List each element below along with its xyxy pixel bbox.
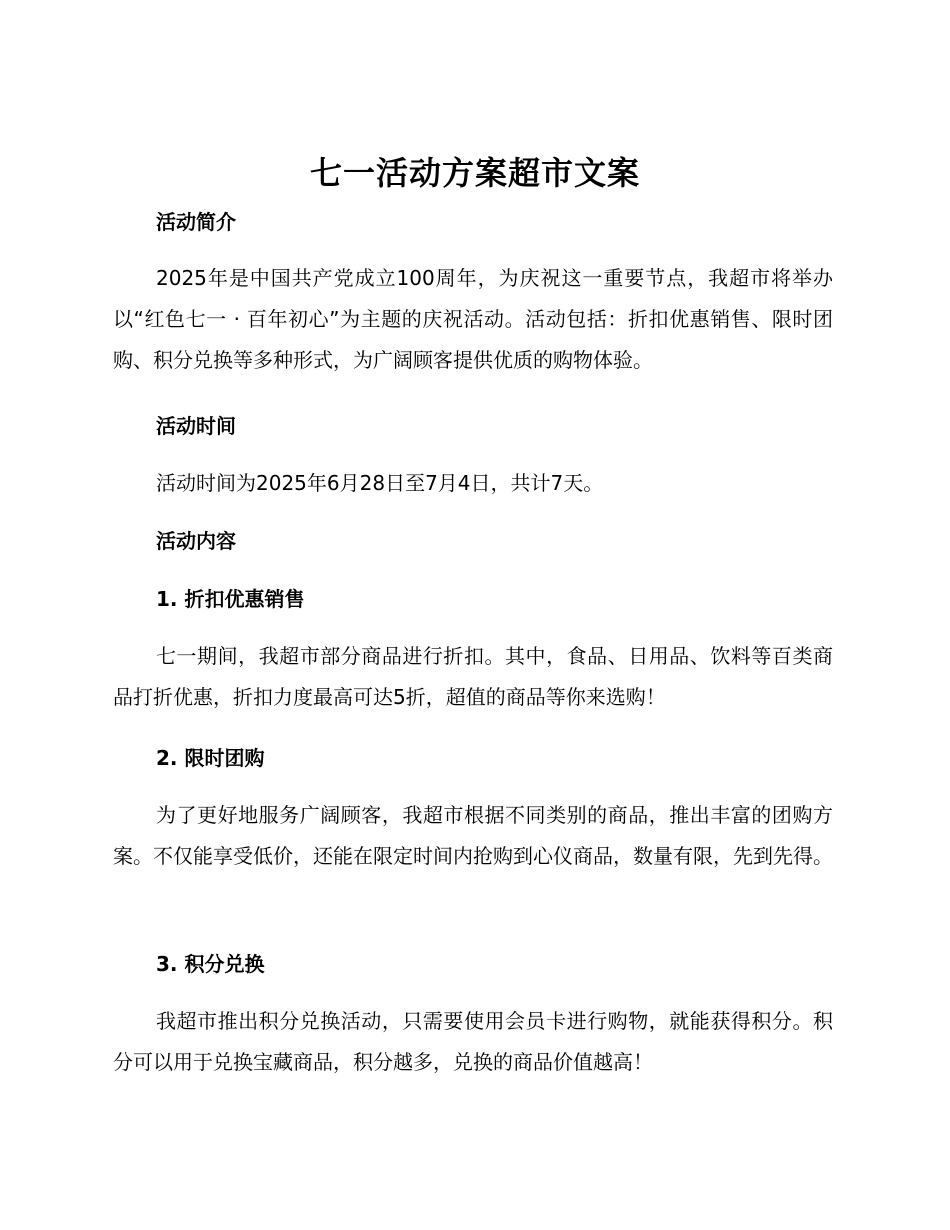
section-heading-time: 活动时间 [156, 414, 236, 438]
section-paragraph-discount: 七一期间，我超市部分商品进行折扣。其中，食品、日用品、饮料等百类商品打折优惠，折扣力度最高可达5折，超值的商品等你来选购！ [113, 644, 833, 709]
section-heading-intro: 活动简介 [156, 210, 236, 234]
section-heading-discount: 1. 折扣优惠销售 [156, 587, 305, 611]
section-paragraph-time: 活动时间为2025年6月28日至7月4日，共计7天。 [156, 471, 604, 495]
page-title: 七一活动方案超市文案 [309, 154, 640, 192]
section-paragraph-points: 我超市推出积分兑换活动，只需要使用会员卡进行购物，就能获得积分。积分可以用于兑换宝藏商品，积分越多，兑换的商品价值越高！ [113, 1009, 833, 1074]
section-heading-points: 3. 积分兑换 [156, 952, 265, 976]
section-heading-group-buy: 2. 限时团购 [156, 746, 265, 770]
section-heading-content: 活动内容 [156, 529, 236, 553]
section-paragraph-intro: 2025年是中国共产党成立100周年，为庆祝这一重要节点，我超市将举办以“红色七一 · 百年初心”为主题的庆祝活动。活动包括：折扣优惠销售、限时团购、积分兑换等多种形式，为广阔顾客提供优质的购物体验。 [113, 266, 833, 372]
section-paragraph-group-buy: 为了更好地服务广阔顾客，我超市根据不同类别的商品，推出丰富的团购方案。不仅能享受低价，还能在限定时间内抢购到心仪商品，数量有限，先到先得。 [113, 803, 833, 868]
